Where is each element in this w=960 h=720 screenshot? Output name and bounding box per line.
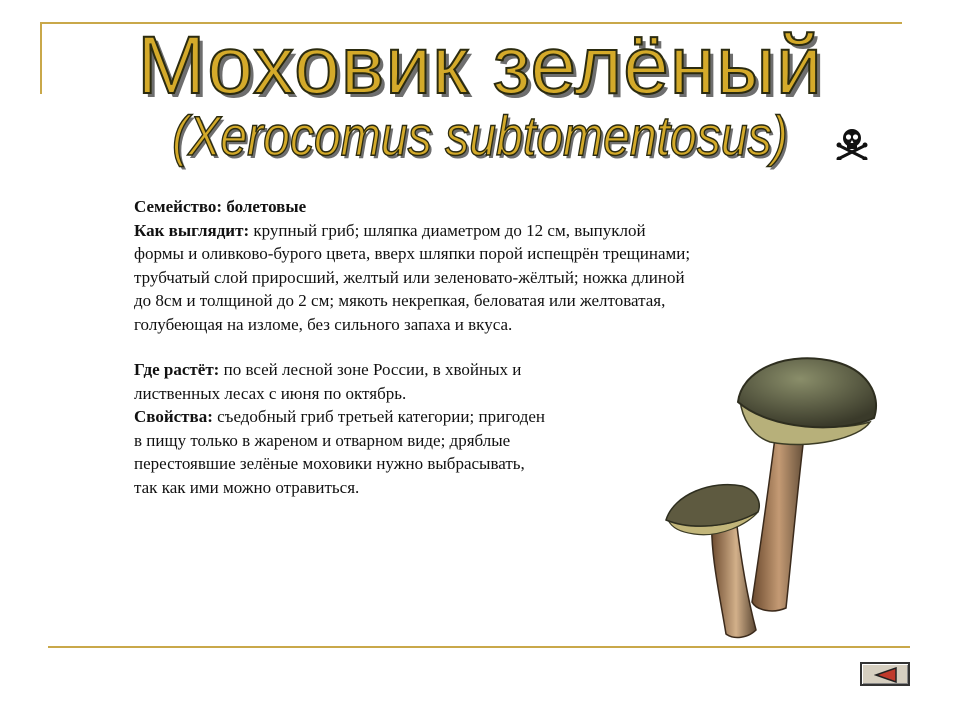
mushroom-illustration xyxy=(660,352,890,642)
skull-crossbones-icon xyxy=(836,126,868,160)
look-line-5: голубеющая на изломе, без сильного запаха и вкуса. xyxy=(134,314,513,334)
look-line-1 xyxy=(134,219,834,243)
look-line-4: до 8см и толщиной до 2 см; мякоть некрепкая, беловатая или желтоватая, xyxy=(134,291,666,310)
look-text-1: крупный гриб; шляпка диаметром до 12 см, выпуклой xyxy=(253,220,646,240)
family-label: Семейство: xyxy=(134,197,223,216)
where-label: Где растёт: xyxy=(134,360,220,379)
back-button[interactable] xyxy=(860,662,910,686)
triangle-left-icon xyxy=(874,667,898,683)
props-line-3: перестоявшие зелёные моховики нужно выбрасывать, xyxy=(134,454,525,473)
slide-subtitle: (Xerocomus subtomentosus) xyxy=(172,104,788,167)
props-label: Свойства: xyxy=(134,407,213,426)
family-line xyxy=(134,195,834,219)
where-line-2: лиственных лесах с июня по октябрь. xyxy=(134,383,407,403)
bottom-rule xyxy=(48,646,910,648)
look-label: Как выглядит: xyxy=(134,220,250,240)
props-line-1 xyxy=(134,405,654,429)
where-text-1: по всей лесной зоне России, в хвойных и xyxy=(223,360,522,379)
props-line-4: так как ими можно отравиться. xyxy=(134,477,360,497)
slide-title: Моховик зелёный xyxy=(137,20,823,111)
where-line-1 xyxy=(134,358,654,382)
family-value: болетовые xyxy=(226,197,307,216)
look-line-2: формы и оливково-бурого цвета, вверх шляпки порой испещрён трещинами; xyxy=(134,244,691,263)
props-line-2: в пищу только в жареном и отварном виде; дряблые xyxy=(134,430,511,450)
look-line-3: трубчатый слой приросший, желтый или зеленовато-жёлтый; ножка длиной xyxy=(134,267,685,287)
props-text-1: съедобный гриб третьей категории; пригоден xyxy=(217,407,546,426)
